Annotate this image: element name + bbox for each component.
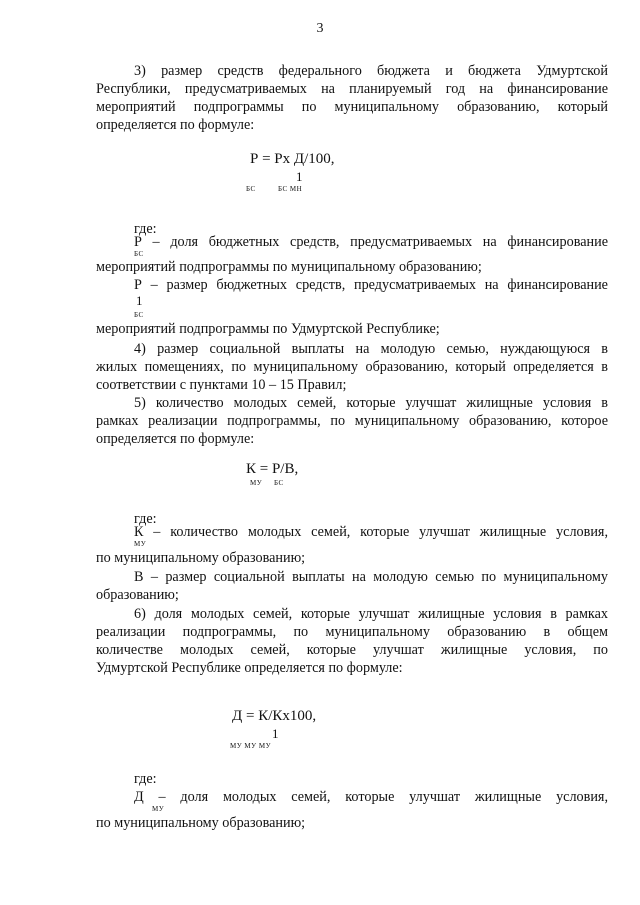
- formula-subscript: БС: [274, 479, 284, 487]
- definition-line: по муниципальному образованию;: [96, 815, 306, 831]
- definition-line: образованию;: [96, 587, 179, 603]
- formula: Д = К/Кх100,: [232, 708, 317, 724]
- definition-superscript-one: 1: [136, 293, 143, 308]
- definition-line: Р – доля бюджетных средств, предусматриваемых на финансирование: [134, 234, 608, 250]
- paragraph-line: жилых помещениях, по муниципальному образованию, который определяется в: [96, 359, 608, 375]
- definition-line: В – размер социальной выплаты на молодую семью по муниципальному: [134, 569, 608, 585]
- paragraph-line: мероприятий подпрограммы по муниципальному образованию, который: [96, 99, 608, 115]
- paragraph-line: определяется по формуле:: [96, 117, 255, 133]
- paragraph-line: соответствии с пунктами 10 – 15 Правил;: [96, 377, 347, 393]
- definition-line: Р – размер бюджетных средств, предусматриваемых на финансирование: [134, 277, 608, 293]
- formula-subscript: БС МН: [278, 185, 303, 193]
- definition-line: К – количество молодых семей, которые улучшат жилищные условия,: [134, 524, 608, 540]
- paragraph-line: 6) доля молодых семей, которые улучшат жилищные условия в рамках: [134, 606, 608, 622]
- paragraph-line: Удмуртской Республике определяется по формуле:: [96, 660, 403, 676]
- formula: К = Р/В,: [246, 461, 299, 477]
- definition-subscript: МУ: [134, 540, 147, 548]
- formula: Р = Рх Д/100,: [250, 151, 335, 167]
- definition-line: мероприятий подпрограммы по Удмуртской Республике;: [96, 321, 440, 337]
- definition-subscript: МУ: [152, 805, 165, 813]
- paragraph-line: количестве молодых семей, которые улучшат жилищные условия, по: [96, 642, 608, 658]
- paragraph-line: 4) размер социальной выплаты на молодую семью, нуждающуюся в: [134, 341, 608, 357]
- definition-subscript: БС: [134, 311, 144, 319]
- paragraph-line: 5) количество молодых семей, которые улучшат жилищные условия в: [134, 395, 608, 411]
- where-label: где:: [134, 771, 157, 787]
- formula-subscript: БС: [246, 185, 256, 193]
- definition-subscript: БС: [134, 250, 144, 258]
- formula-subscript: МУ: [250, 479, 263, 487]
- definition-line: по муниципальному образованию;: [96, 550, 306, 566]
- paragraph-line: рамках реализации подпрограммы, по муниципальному образованию, которое: [96, 413, 608, 429]
- paragraph-line: реализации подпрограммы, по муниципальному образованию в общем: [96, 624, 608, 640]
- definition-line: Д – доля молодых семей, которые улучшат жилищные условия,: [134, 789, 608, 805]
- paragraph-line: 3) размер средств федерального бюджета и бюджета Удмуртской: [134, 63, 608, 79]
- formula-superscript-one: 1: [296, 169, 303, 184]
- formula-superscript-one: 1: [272, 726, 279, 741]
- definition-line: мероприятий подпрограммы по муниципальному образованию;: [96, 259, 482, 275]
- paragraph-line: Республики, предусматриваемых на планируемый год на финансирование: [96, 81, 608, 97]
- formula-subscript: МУ МУ МУ: [230, 742, 272, 750]
- where-label: где:: [134, 221, 157, 237]
- where-label: где:: [134, 511, 157, 527]
- page-number: 3: [316, 21, 324, 36]
- paragraph-line: определяется по формуле:: [96, 431, 255, 447]
